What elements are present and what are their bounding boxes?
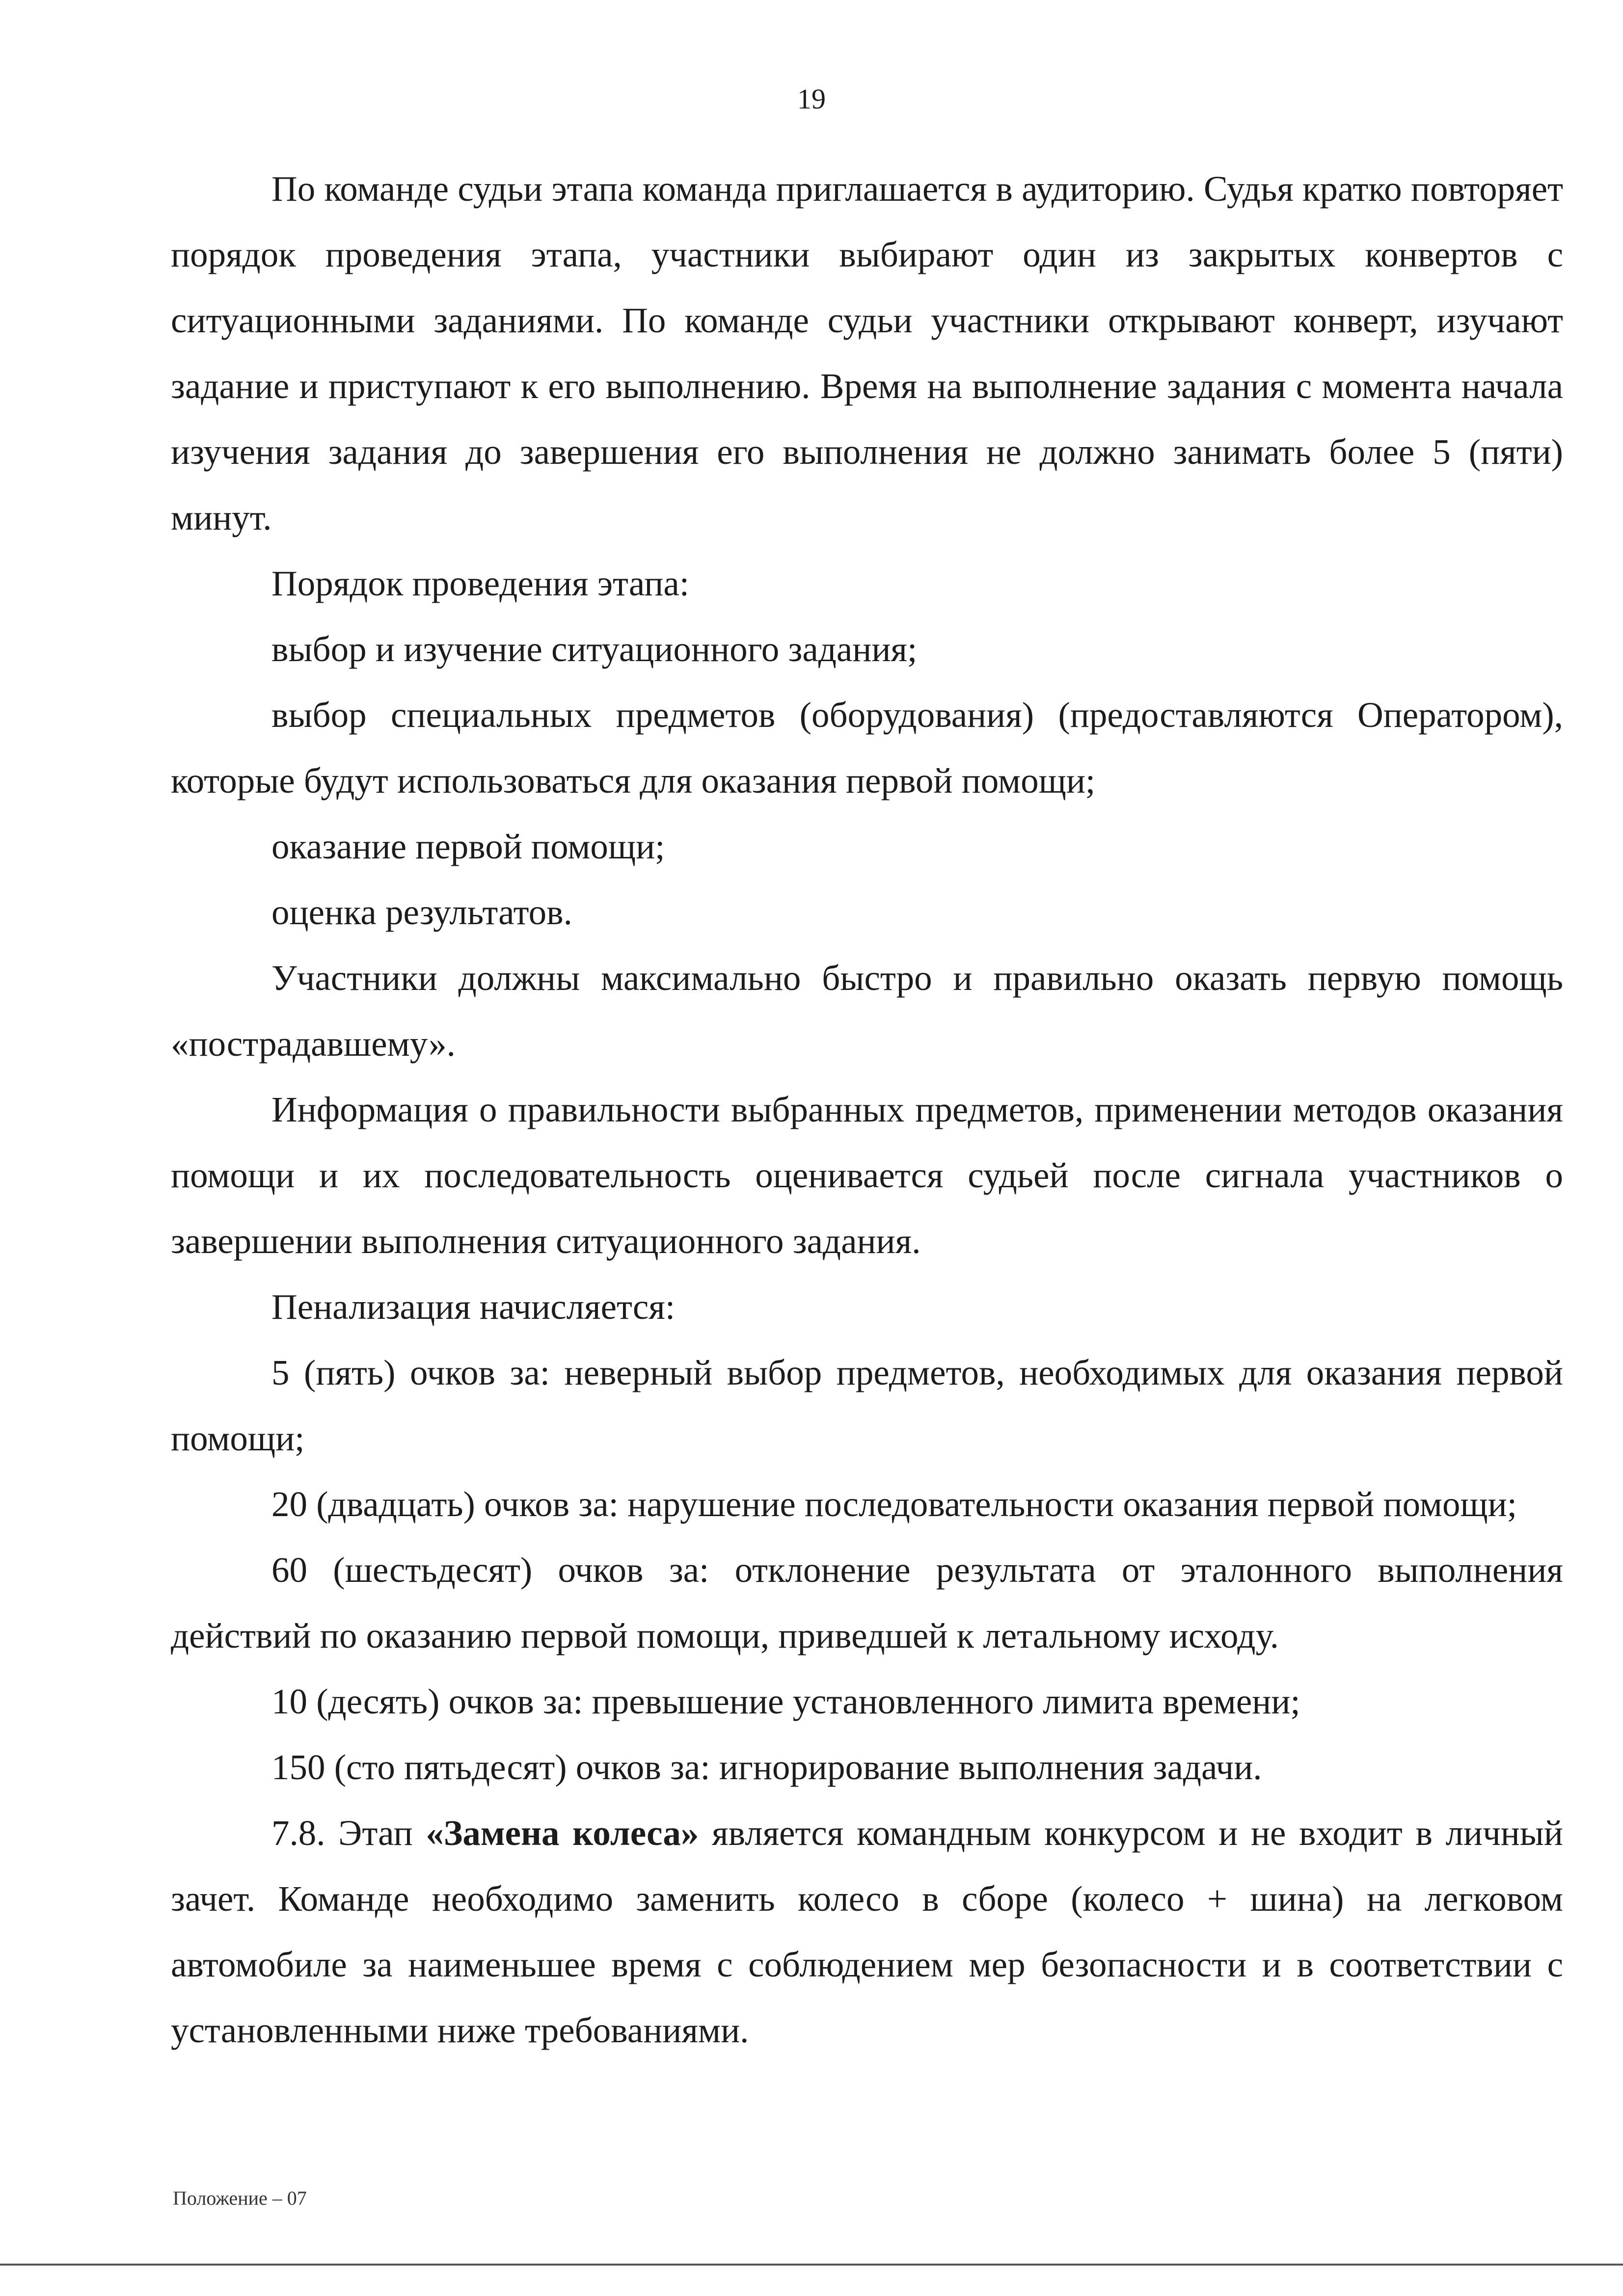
paragraph-participants: Участники должны максимально быстро и правильно оказать первую помощь «пострадавшему».: [171, 958, 1563, 1064]
list-item-choose-items: выбор специальных предметов (оборудования) (предоставляются Оператором), которые будут использоваться для оказания первой помощи;: [171, 695, 1563, 801]
penalty-item-5: 5 (пять) очков за: неверный выбор предметов, необходимых для оказания первой помощи;: [171, 1353, 1563, 1458]
section-7-8-text: является командным конкурсом и не входит в личный зачет. Команде необходимо заменить колесо в сборе (колесо + шина) на легковом автомобиле за наименьшее время с соблюдением мер безопасности и в соответствии с установленными ниже требованиями.: [171, 1813, 1563, 2050]
list-item-choose-task: выбор и изучение ситуационного задания;: [271, 629, 918, 669]
page-number: 19: [797, 83, 826, 115]
section-7-8-prefix: 7.8. Этап: [271, 1813, 426, 1853]
penalty-item-150: 150 (сто пятьдесят) очков за: игнорирование выполнения задачи.: [271, 1747, 1262, 1787]
section-7-8-paragraph: [171, 1800, 1563, 2063]
section-7-8-title: «Замена колеса»: [426, 1813, 699, 1853]
paragraph-information: Информация о правильности выбранных предметов, применении методов оказания помощи и их последовательность оценивается судьей после сигнала участников о завершении выполнения ситуационного задания.: [171, 1090, 1563, 1261]
paragraph-stage-procedure: По команде судьи этапа команда приглашается в аудиторию. Судья кратко повторяет порядок проведения этапа, участники выбирают один из закрытых конвертов с ситуационными заданиями. По команде судьи участники открывают конверт, изучают задание и приступают к его выполнению. Время на выполнение задания с момента начала изучения задания до завершения его выполнения не должно занимать более 5 (пяти) минут.: [171, 169, 1563, 537]
footer-document-label: Положение – 07: [173, 2187, 307, 2209]
list-item-evaluation: оценка результатов.: [271, 892, 572, 932]
paragraph-penalty-heading: Пенализация начисляется:: [271, 1287, 676, 1327]
bottom-scan-edge: [0, 2264, 1623, 2266]
penalty-item-10: 10 (десять) очков за: превышение установленного лимита времени;: [271, 1682, 1300, 1721]
penalty-item-20: 20 (двадцать) очков за: нарушение последовательности оказания первой помощи;: [271, 1484, 1517, 1524]
list-item-first-aid: оказание первой помощи;: [271, 827, 665, 866]
paragraph-order-heading: Порядок проведения этапа:: [271, 563, 690, 603]
document-body: [171, 156, 1563, 2063]
penalty-item-60: 60 (шестьдесят) очков за: отклонение результата от эталонного выполнения действий по оказанию первой помощи, приведшей к летальному исходу.: [171, 1550, 1563, 1655]
